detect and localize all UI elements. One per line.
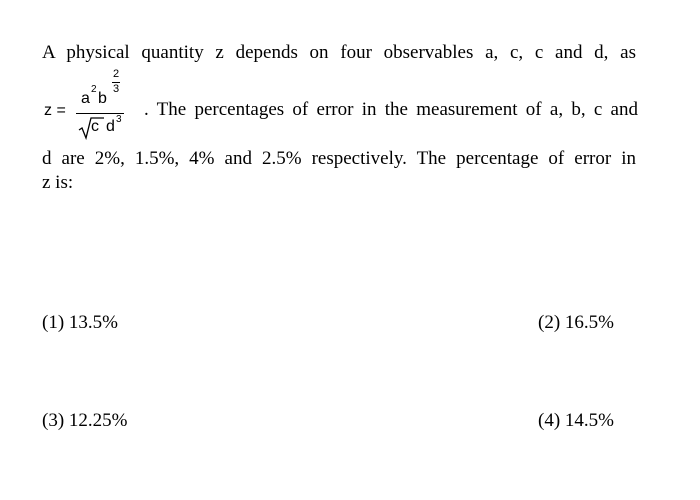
option-2[interactable]: (2) 16.5%	[538, 312, 614, 333]
formula-a-exponent: 2	[91, 84, 97, 95]
question-text-line-2: . The percentages of error in the measurement of a, b, c and	[144, 99, 638, 120]
formula-denominator	[78, 114, 138, 142]
formula-b-exponent-numerator: 2	[113, 68, 120, 80]
formula-b-exponent-denominator: 3	[113, 83, 120, 95]
formula-b: b	[98, 90, 107, 107]
formula	[44, 68, 144, 142]
formula-d-exponent: 3	[116, 114, 122, 125]
question-text-line-4: z is:	[42, 172, 74, 193]
formula-c: c	[91, 118, 99, 135]
question-text-line-1: A physical quantity z depends on four observables a, c, c and d, as	[42, 42, 636, 63]
question-text-line-3: d are 2%, 1.5%, 4% and 2.5% respectively. The percentage of error in	[42, 148, 636, 169]
option-3[interactable]: (3) 12.25%	[42, 410, 128, 431]
formula-d: d	[106, 118, 115, 135]
option-1[interactable]: (1) 13.5%	[42, 312, 118, 333]
option-4[interactable]: (4) 14.5%	[538, 410, 614, 431]
formula-lhs: z =	[44, 102, 66, 119]
formula-row	[44, 68, 638, 142]
formula-numerator	[81, 68, 129, 110]
formula-a: a	[81, 90, 90, 107]
